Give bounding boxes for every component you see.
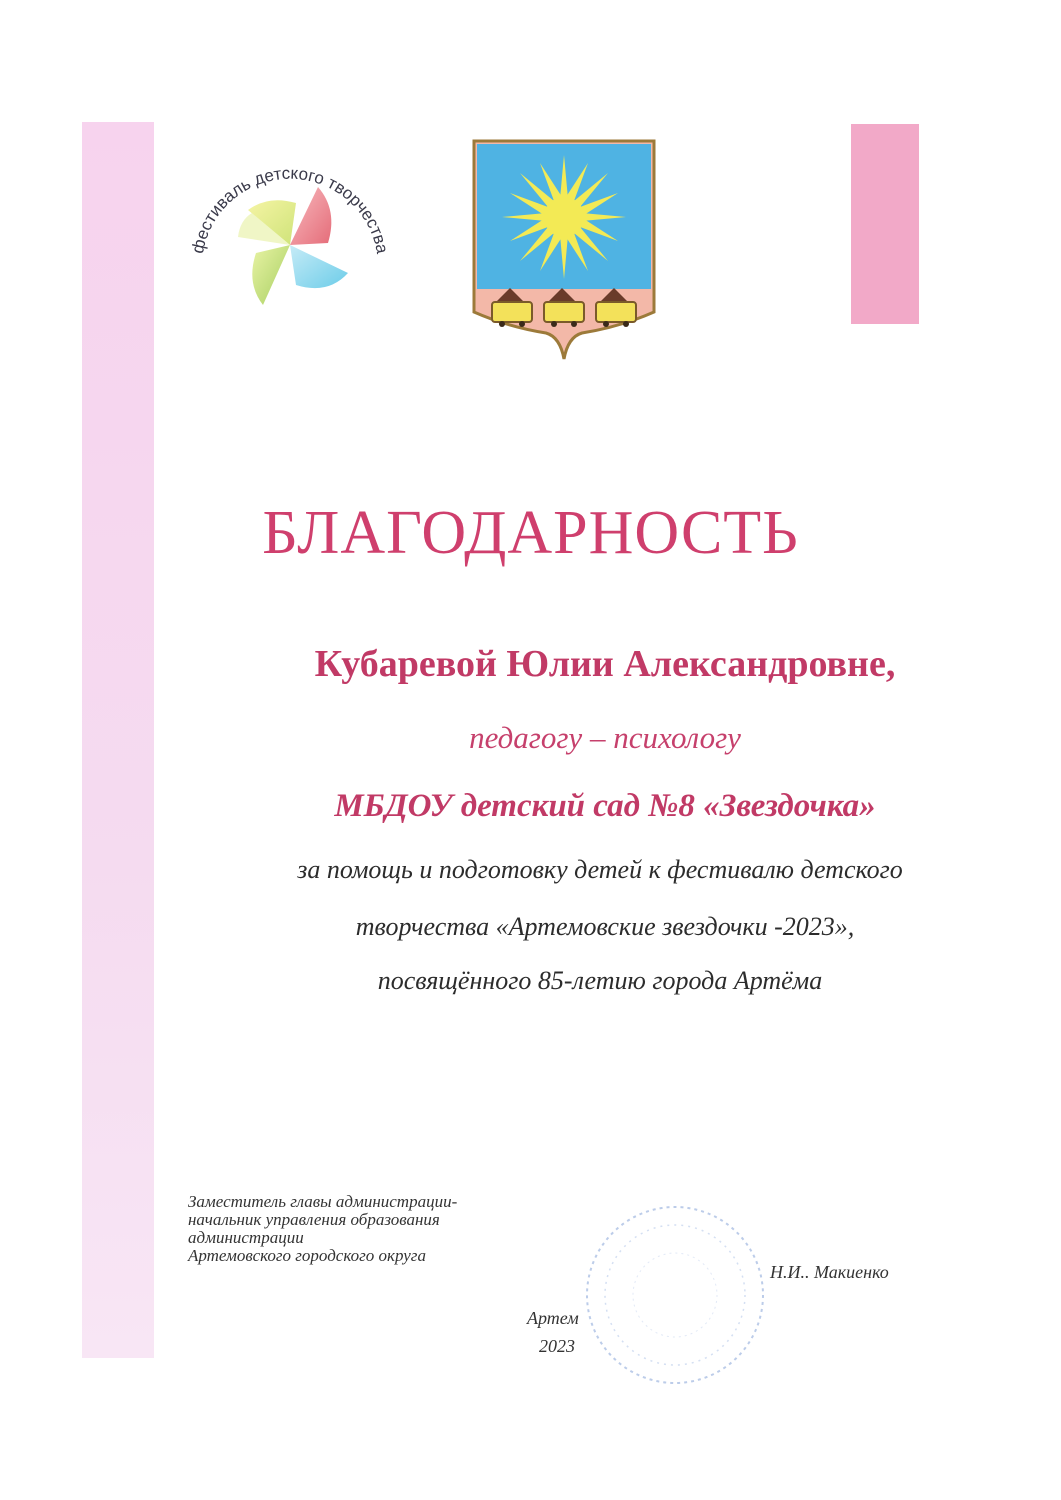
pinwheel-icon <box>238 187 348 305</box>
recipient-position: педагогу – психологу <box>469 720 741 755</box>
reason-line: за помощь и подготовку детей к фестивалю детского <box>297 855 903 884</box>
decorative-right-block <box>851 124 919 324</box>
signer-title-line: Артемовского городского округа <box>188 1246 426 1265</box>
reason-line: посвящённого 85-летию города Артёма <box>377 966 823 995</box>
recipient-name: Кубаревой Юлии Александровне, <box>314 643 896 685</box>
signer-name: Н.И.. Макиенко <box>770 1262 889 1282</box>
signer-title-line: администрации <box>188 1228 304 1247</box>
coal-carts-icon <box>492 288 636 327</box>
signer-title-line: начальник управления образования <box>188 1210 440 1229</box>
issue-place: Артем <box>527 1308 579 1328</box>
signer-title <box>188 1193 568 1265</box>
issue-year: 2023 <box>539 1336 575 1356</box>
coat-of-arms-emblem <box>470 137 658 360</box>
signer-title-line: Заместитель главы администрации- <box>188 1192 458 1211</box>
reason-line: творчества «Артемовские звездочки -2023», <box>355 912 855 941</box>
recipient-organization: МБДОУ детский сад №8 «Звездочка» <box>334 788 876 824</box>
certificate-title: БЛАГОДАРНОСТЬ <box>262 499 799 567</box>
official-stamp <box>575 1195 775 1395</box>
sun-icon <box>502 155 626 279</box>
logo-arc-text: фестиваль детского творчества <box>187 163 392 256</box>
festival-logo <box>178 125 403 335</box>
